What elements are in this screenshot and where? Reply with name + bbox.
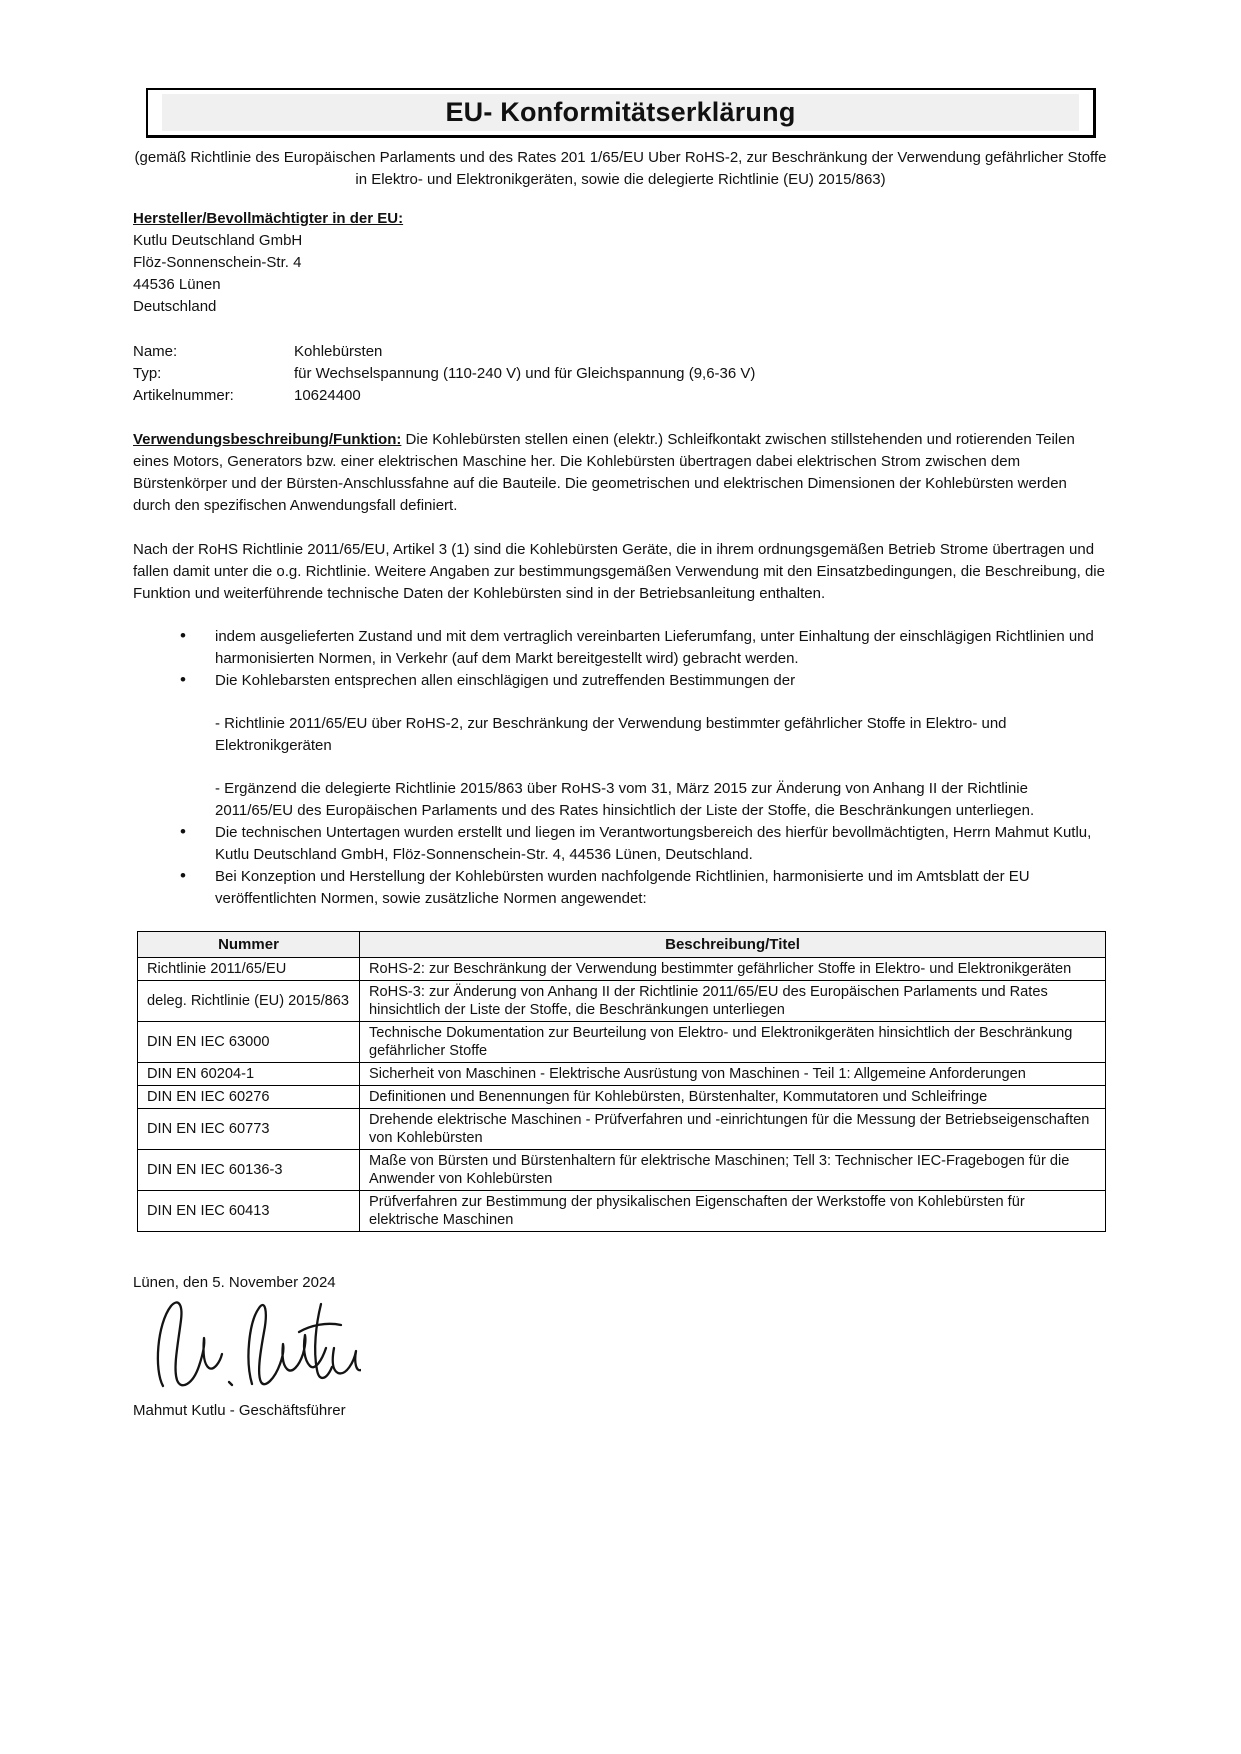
- title-box: [146, 88, 1096, 138]
- address-line: 44536 Lünen: [133, 276, 221, 293]
- table-row: [138, 1063, 1106, 1086]
- field-value: Kohlebürsten: [294, 343, 383, 360]
- table-row: [138, 981, 1106, 1022]
- bullet-item: [133, 822, 1108, 866]
- field-value: für Wechselspannung (110-240 V) und für Gleichspannung (9,6-36 V): [294, 365, 756, 382]
- cell-beschreibung: RoHS-2: zur Beschränkung der Verwendung bestimmter gefährlicher Stoffe in Elektro- und Elektronikgeräten: [360, 958, 1106, 981]
- bullet-item: [133, 670, 1108, 692]
- cell-nummer: DIN EN 60204-1: [138, 1063, 360, 1086]
- cell-nummer: deleg. Richtlinie (EU) 2015/863: [138, 981, 360, 1022]
- table-row: [138, 958, 1106, 981]
- rohs-paragraph: Nach der RoHS Richtlinie 2011/65/EU, Artikel 3 (1) sind die Kohlebürsten Geräte, die in ihrem ordnungsgemäßen Betrieb Strome übertragen und fallen damit unter die o.g. Richtlinie. Weitere Angaben zur bestimmungsgemäßen Verwendung mit den Einsatzbedingungen, die Beschreibung, die Funktion und weiterführende technische Daten der Kohlebürsten sind in der Betriebsanleitung enthalten.: [133, 541, 1105, 602]
- field-label: Artikelnummer:: [133, 387, 234, 404]
- cell-beschreibung: Definitionen und Benennungen für Kohlebürsten, Bürstenhalter, Kommutatoren und Schleifringe: [360, 1086, 1106, 1109]
- cell-nummer: DIN EN IEC 60413: [138, 1191, 360, 1232]
- bullet-item: [133, 626, 1108, 670]
- table-row: [138, 1109, 1106, 1150]
- address-line: Kutlu Deutschland GmbH: [133, 232, 303, 249]
- document-content: [0, 88, 1241, 1422]
- bullet-text: Die Kohlebarsten entsprechen allen einschlägigen und zutreffenden Bestimmungen der: [215, 672, 796, 689]
- cell-nummer: DIN EN IEC 60773: [138, 1109, 360, 1150]
- product-fields: [133, 341, 1108, 407]
- norms-table-body: [138, 958, 1106, 1232]
- norms-header-row: [138, 932, 1106, 958]
- norms-table-head: [138, 932, 1106, 958]
- table-row: [138, 1191, 1106, 1232]
- bullet-item: [133, 713, 1108, 757]
- bullet-text: indem ausgelieferten Zustand und mit dem vertraglich vereinbarten Lieferumfang, unter Einhaltung der einschlägigen Richtlinien und harmonisierten Normen, in Verkehr (auf dem Markt bereitgestellt wird) gebracht werden.: [215, 628, 1094, 667]
- cell-beschreibung: Sicherheit von Maschinen - Elektrische Ausrüstung von Maschinen - Teil 1: Allgemeine Anforderungen: [360, 1063, 1106, 1086]
- product-field-row: [133, 341, 1108, 363]
- subtitle: (gemäß Richtlinie des Europäischen Parlaments und des Rates 201 1/65/EU Uber RoHS-2, zur Beschränkung der Verwendung gefährlicher Stoffe in Elektro- und Elektronikgeräten, sowie die delegierte Richtlinie (EU) 2015/863): [134, 149, 1107, 188]
- cell-beschreibung: Prüfverfahren zur Bestimmung der physikalischen Eigenschaften der Werkstoffe von Kohlebürsten für elektrische Maschinen: [360, 1191, 1106, 1232]
- column-header-nummer: Nummer: [138, 932, 360, 958]
- date-line: Lünen, den 5. November 2024: [133, 1274, 336, 1291]
- field-label: Typ:: [133, 365, 162, 382]
- bullet-item: [133, 778, 1108, 822]
- manufacturer-address: [133, 230, 1108, 318]
- usage-paragraph: [133, 429, 1108, 517]
- table-row: [138, 1022, 1106, 1063]
- bullet-text: Bei Konzeption und Herstellung der Kohlebürsten wurden nachfolgende Richtlinien, harmonisierte und im Amtsblatt der EU veröffentlichten Normen, sowie zusätzliche Normen angewendet:: [215, 868, 1030, 907]
- bullet-text: Die technischen Untertagen wurden erstellt und liegen im Verantwortungsbereich des hierfür bevollmächtigten, Herrn Mahmut Kutlu, Kutlu Deutschland GmbH, Flöz-Sonnenschein-Str. 4, 44536 Lünen, Deutschland.: [215, 824, 1092, 863]
- cell-beschreibung: Drehende elektrische Maschinen - Prüfverfahren und -einrichtungen für die Messung der Betriebseigenschaften von Kohlebürsten: [360, 1109, 1106, 1150]
- manufacturer-heading: Hersteller/Bevollmächtigter in der EU:: [133, 210, 404, 227]
- signatory-name: Mahmut Kutlu - Geschäftsführer: [133, 1402, 346, 1419]
- product-field-row: [133, 385, 1108, 407]
- table-row: [138, 1150, 1106, 1191]
- bullet-item: [133, 866, 1108, 910]
- cell-beschreibung: Technische Dokumentation zur Beurteilung von Elektro- und Elektronikgeräten hinsichtlich der Beschränkung gefährlicher Stoffe: [360, 1022, 1106, 1063]
- usage-text: Die Kohlebürsten stellen einen (elektr.) Schleifkontakt zwischen stillstehenden und rotierenden Teilen eines Motors, Generators bzw. einer elektrischen Maschine her. Die Kohlebürsten übertragen dabei elektrischen Strom zwischen dem Bürstenkörper und der Bürsten-Anschlussfahne auf die Bauteile. Die geometrischen und elektrischen Dimensionen der Kohlebürsten werden durch den spezifischen Anwendungsfall definiert.: [133, 431, 1075, 514]
- bullet-text: - Ergänzend die delegierte Richtlinie 2015/863 über RoHS-3 vom 31, März 2015 zur Änderung von Anhang II der Richtlinie 2011/65/EU des Europäischen Parlaments und des Rates hinsichtlich der Liste der Stoffe, die Beschränkungen unterliegen.: [215, 780, 1035, 819]
- usage-heading: Verwendungsbeschreibung/Funktion:: [133, 431, 402, 448]
- table-row: [138, 1086, 1106, 1109]
- cell-nummer: DIN EN IEC 60276: [138, 1086, 360, 1109]
- cell-nummer: Richtlinie 2011/65/EU: [138, 958, 360, 981]
- field-label: Name:: [133, 343, 178, 360]
- product-field-row: [133, 363, 1108, 385]
- cell-nummer: DIN EN IEC 60136-3: [138, 1150, 360, 1191]
- address-line: Deutschland: [133, 298, 217, 315]
- bullet-list: [133, 626, 1108, 910]
- cell-nummer: DIN EN IEC 63000: [138, 1022, 360, 1063]
- cell-beschreibung: Maße von Bürsten und Bürstenhaltern für elektrische Maschinen; Tell 3: Technischer IEC-Fragebogen für die Anwender von Kohlebürsten: [360, 1150, 1106, 1191]
- address-line: Flöz-Sonnenschein-Str. 4: [133, 254, 302, 271]
- bullet-text: - Richtlinie 2011/65/EU über RoHS-2, zur Beschränkung der Verwendung bestimmter gefährlicher Stoffe in Elektro- und Elektronikgeräten: [215, 715, 1007, 754]
- field-value: 10624400: [294, 387, 361, 404]
- cell-beschreibung: RoHS-3: zur Änderung von Anhang II der Richtlinie 2011/65/EU des Europäischen Parlaments und Rates hinsichtlich der Liste der Stoffe, die Beschränkungen unterliegen: [360, 981, 1106, 1022]
- norms-table: [137, 931, 1106, 1232]
- page-title: EU- Konformitätserklärung: [162, 94, 1079, 131]
- handwritten-signature: [151, 1296, 361, 1398]
- column-header-beschreibung: Beschreibung/Titel: [360, 932, 1106, 958]
